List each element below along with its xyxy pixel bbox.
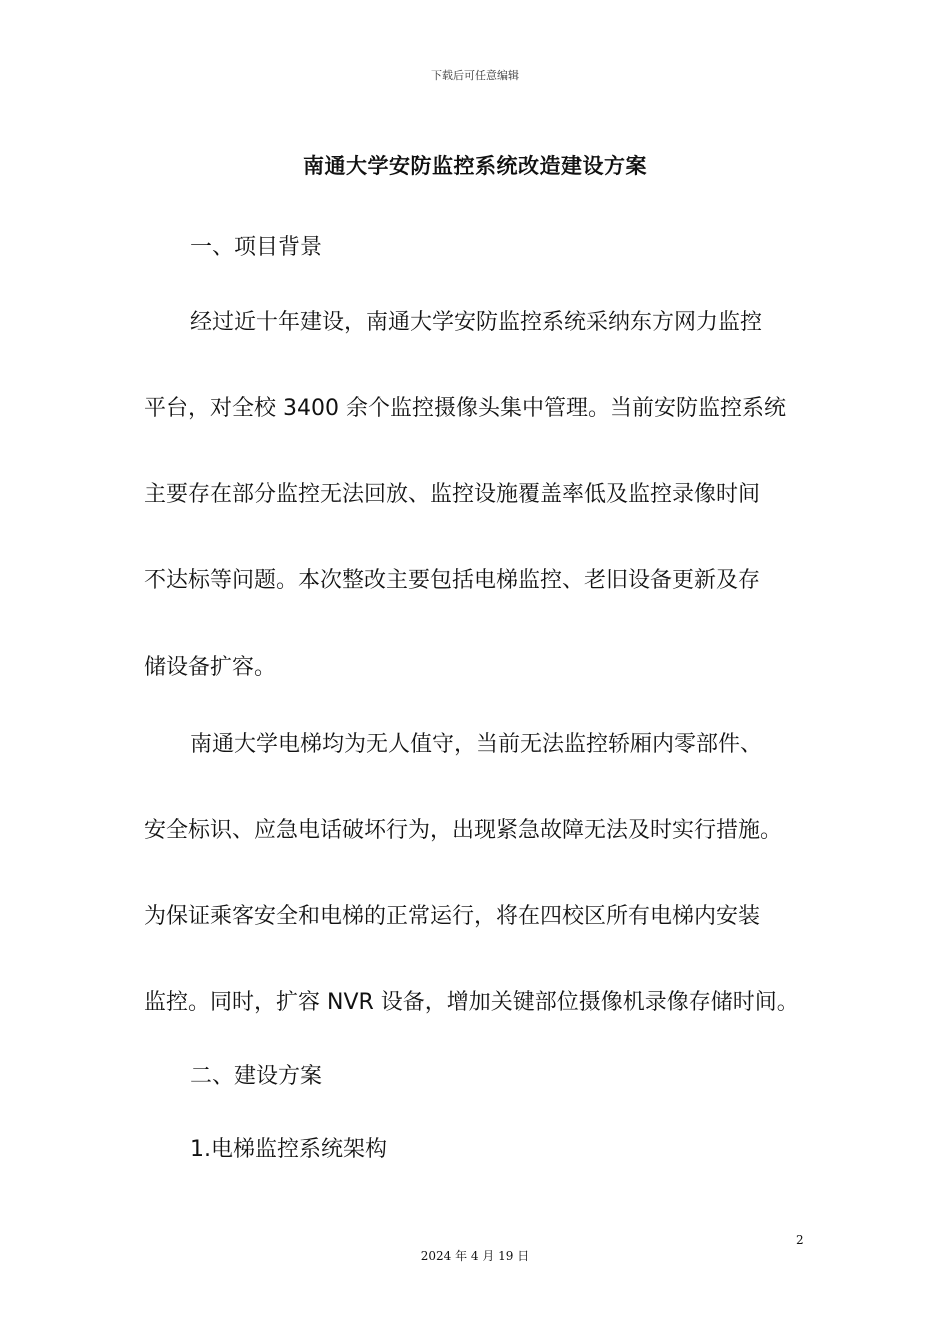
paragraph-line: 南通大学电梯均为无人值守，当前无法监控轿厢内零部件、 bbox=[190, 732, 763, 757]
section-heading-background: 一、项目背景 bbox=[190, 235, 323, 260]
header-note: 下载后可任意编辑 bbox=[431, 69, 519, 82]
footer-date: 2024 年 4 月 19 日 bbox=[420, 1249, 530, 1263]
paragraph-line: 经过近十年建设，南通大学安防监控系统采纳东方网力监控 bbox=[190, 310, 763, 335]
paragraph-line: 监控。同时，扩容 NVR 设备，增加关键部位摄像机录像存储时间。 bbox=[144, 990, 799, 1015]
section-heading-plan: 二、建设方案 bbox=[190, 1064, 323, 1089]
paragraph-line: 主要存在部分监控无法回放、监控设施覆盖率低及监控录像时间 bbox=[144, 482, 761, 507]
page-number: 2 bbox=[796, 1233, 804, 1247]
subsection-heading: 1.电梯监控系统架构 bbox=[190, 1137, 387, 1162]
document-title: 南通大学安防监控系统改造建设方案 bbox=[303, 154, 647, 178]
paragraph-line: 为保证乘客安全和电梯的正常运行，将在四校区所有电梯内安装 bbox=[144, 904, 761, 929]
paragraph-line: 不达标等问题。本次整改主要包括电梯监控、老旧设备更新及存 bbox=[144, 568, 761, 593]
paragraph-line: 储设备扩容。 bbox=[144, 655, 277, 680]
paragraph-line: 平台，对全校 3400 余个监控摄像头集中管理。当前安防监控系统 bbox=[144, 396, 786, 421]
paragraph-line: 安全标识、应急电话破坏行为，出现紧急故障无法及时实行措施。 bbox=[144, 818, 783, 843]
